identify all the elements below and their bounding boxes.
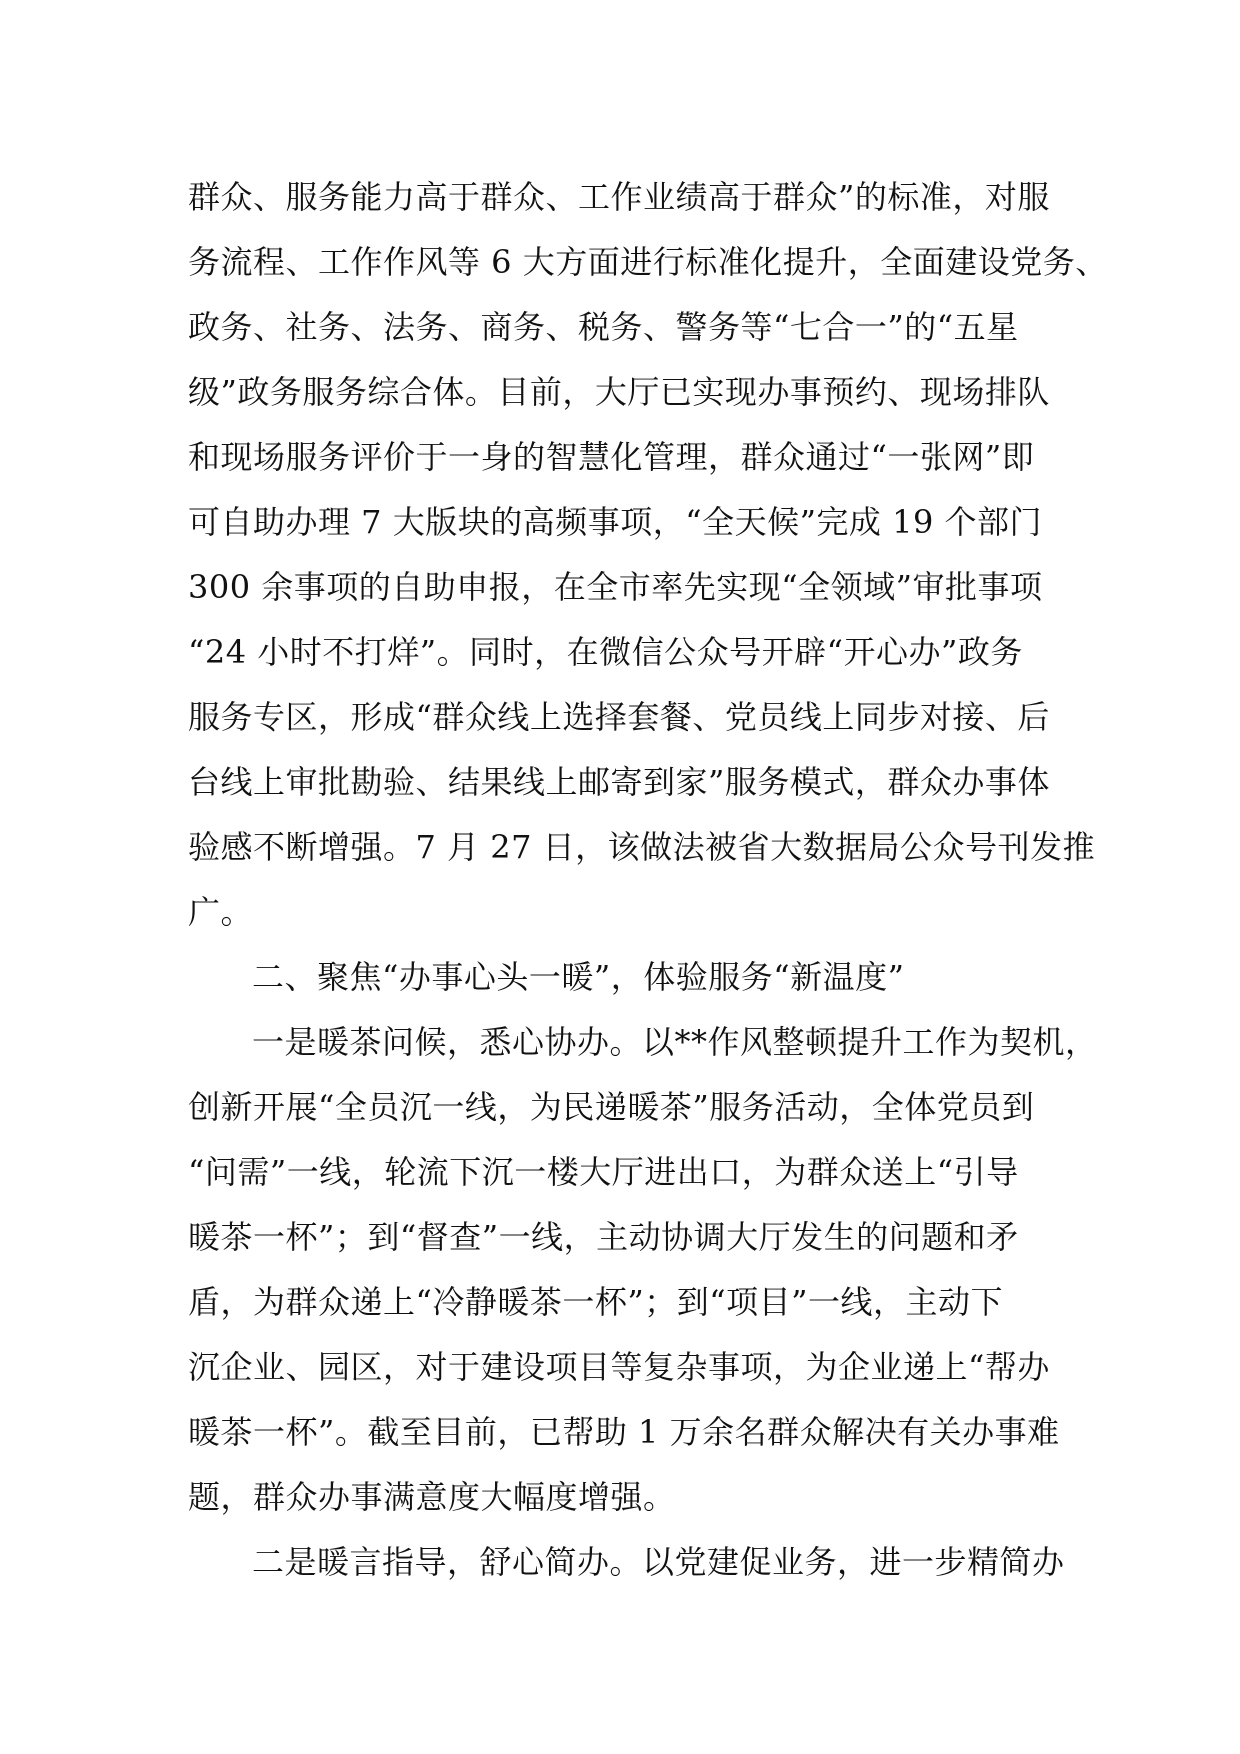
body-text-line: 沉企业、园区，对于建设项目等复杂事项，为企业递上“帮办 [188, 1348, 1050, 1386]
body-text-line: 政务、社务、法务、商务、税务、警务等“七合一”的“五星 [188, 308, 1019, 346]
body-text-line: 级”政务服务综合体。目前，大厅已实现办事预约、现场排队 [188, 373, 1050, 411]
body-text-line: “24 小时不打烊”。同时，在微信公众号开辟“开心办”政务 [188, 633, 1023, 671]
body-text-line: 和现场服务评价于一身的智慧化管理，群众通过“一张网”即 [188, 438, 1035, 476]
body-text-line: 题，群众办事满意度大幅度增强。 [188, 1478, 676, 1516]
body-text-line: 验感不断增强。7 月 27 日，该做法被省大数据局公众号刊发推 [188, 828, 1096, 866]
body-text-line: 盾，为群众递上“冷静暖茶一杯”；到“项目”一线，主动下 [188, 1283, 1003, 1321]
paragraph-first-line: 一是暖茶问候，悉心协办。以**作风整顿提升工作为契机， [252, 1023, 1098, 1061]
body-text-line: 可自助办理 7 大版块的高频事项，“全天候”完成 19 个部门 [188, 503, 1042, 541]
body-text-line: 300 余事项的自助申报，在全市率先实现“全领域”审批事项 [188, 568, 1043, 606]
body-text-line: “问需”一线，轮流下沉一楼大厅进出口，为群众送上“引导 [188, 1153, 1019, 1191]
body-text-line: 服务专区，形成“群众线上选择套餐、党员线上同步对接、后 [188, 698, 1050, 736]
body-text-line: 暖茶一杯”；到“督查”一线，主动协调大厅发生的问题和矛 [188, 1218, 1019, 1256]
body-text-line: 台线上审批勘验、结果线上邮寄到家”服务模式，群众办事体 [188, 763, 1050, 801]
body-text-line: 务流程、工作作风等 6 大方面进行标准化提升，全面建设党务、 [188, 243, 1108, 281]
paragraph-first-line: 二是暖言指导，舒心简办。以党建促业务，进一步精简办 [252, 1543, 1065, 1581]
section-heading: 二、聚焦“办事心头一暖”，体验服务“新温度” [252, 958, 905, 996]
document-body [188, 165, 1108, 1595]
body-text-line: 暖茶一杯”。截至目前，已帮助 1 万余名群众解决有关办事难 [188, 1413, 1060, 1451]
body-text-line: 广。 [188, 893, 254, 931]
body-text-line: 群众、服务能力高于群众、工作业绩高于群众”的标准，对服 [188, 178, 1050, 216]
body-text-line: 创新开展“全员沉一线，为民递暖茶”服务活动，全体党员到 [188, 1088, 1035, 1126]
